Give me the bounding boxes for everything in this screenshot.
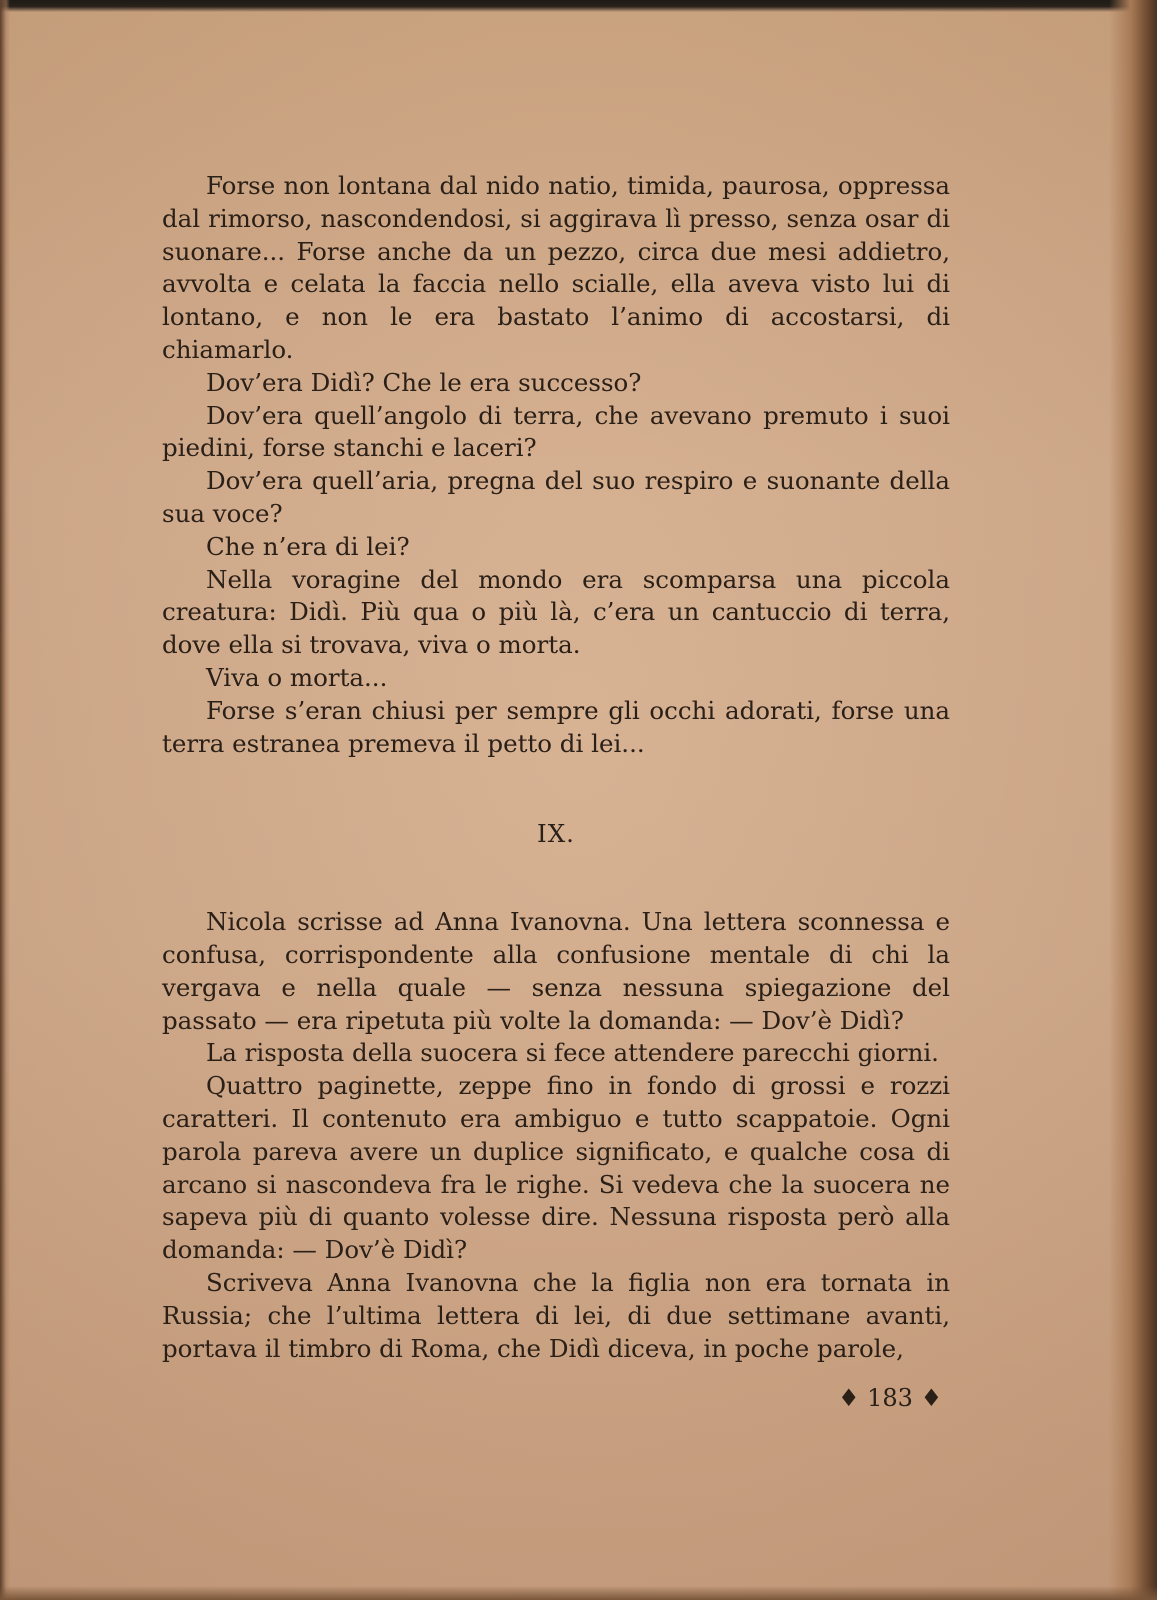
- page-number: ♦ 183 ♦: [838, 1384, 943, 1412]
- paragraph: Quattro paginette, zeppe fino in fondo di grossi e rozzi caratteri. Il contenuto era ambiguo e tutto scappatoie. Ogni parola pareva avere un duplice significato, e qualche cosa di arcano si nascondeva fra le righe. Si vedeva che la suocera ne sapeva più di quanto volesse dire. Nessuna risposta però alla domanda: — Dov’è Didì?: [162, 1071, 950, 1265]
- page-bottom-edge: [0, 1586, 1157, 1600]
- paragraph: Dov’era Didì? Che le era successo?: [206, 367, 642, 397]
- paragraph: Dov’era quell’aria, pregna del suo respiro e suonante della sua voce?: [162, 466, 950, 528]
- paragraph: Forse non lontana dal nido natio, timida, paurosa, oppressa dal rimorso, nascondendosi, si aggirava lì presso, senza osar di suonare... Forse anche da un pezzo, circa due mesi addietro, avvolta e celata la faccia nello scialle, ella aveva visto lui di lontano, e non le era bastato l’animo di accostarsi, di chiamarlo.: [162, 171, 950, 364]
- chapter-heading: IX.: [537, 819, 575, 849]
- paragraph: Che n’era di lei?: [206, 531, 410, 561]
- paragraph: Forse s’eran chiusi per sempre gli occhi adorati, forse una terra estranea premeva il petto di lei...: [162, 695, 950, 758]
- page-left-edge: [0, 0, 10, 1600]
- paragraph: Viva o morta...: [206, 662, 388, 692]
- page-right-edge: [1109, 0, 1157, 1600]
- page-text: [162, 170, 950, 1365]
- paragraph: Nicola scrisse ad Anna Ivanovna. Una lettera sconnessa e confusa, corrispondente alla confusione mentale di chi la vergava e nella quale — senza nessuna spiegazione del passato — era ripetuta più volte la domanda: — Dov’è Didì?: [162, 907, 950, 1035]
- paragraph: Dov’era quell’angolo di terra, che avevano premuto i suoi piedini, forse stanchi e laceri?: [162, 400, 950, 463]
- paragraph: Scriveva Anna Ivanovna che la figlia non era tornata in Russia; che l’ultima lettera di lei, di due settimane avanti, portava il timbro di Roma, che Didì diceva, in poche parole,: [162, 1267, 950, 1363]
- page-top-edge: [0, 0, 1157, 12]
- paragraph: Nella voragine del mondo era scomparsa una piccola creatura: Didì. Più qua o più là, c’era un cantuccio di terra, dove ella si trovava, viva o morta.: [162, 564, 950, 660]
- paragraph: La risposta della suocera si fece attendere parecchi giorni.: [206, 1038, 939, 1068]
